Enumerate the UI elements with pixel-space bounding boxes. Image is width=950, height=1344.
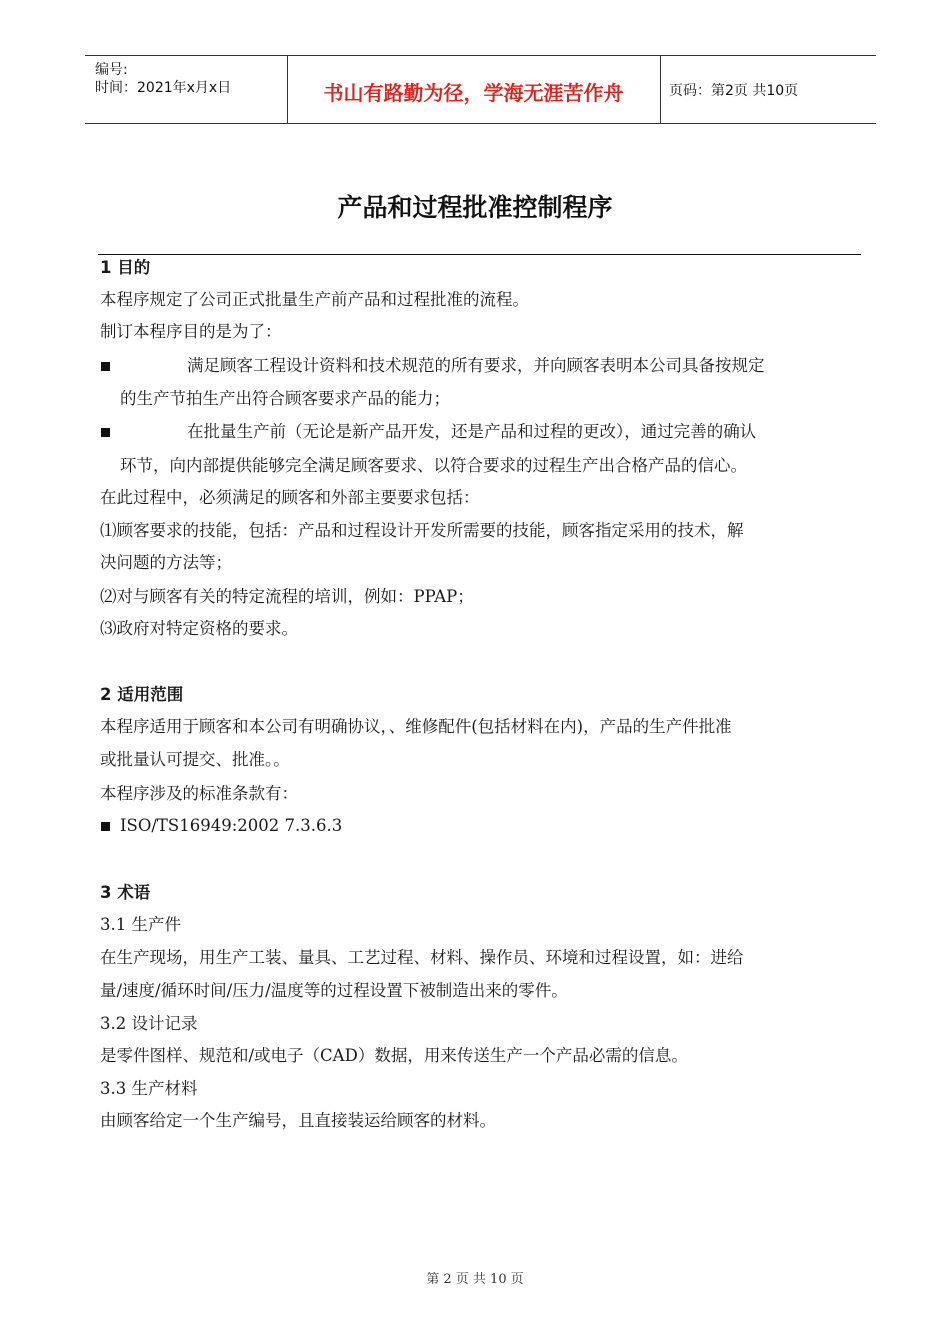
- header-page-info: 页码：第2页 共10页: [669, 83, 799, 99]
- section-1-bullet-text: 的生产节拍生产出符合顾客要求产品的能力；: [120, 389, 450, 408]
- bullet-square-icon: [101, 822, 110, 831]
- standard-clause: ISO/TS16949:2002 7.3.6.3: [120, 816, 343, 835]
- term-definition: 量/速度/循环时间/压力/温度等的过程设置下被制造出来的零件。: [100, 981, 568, 1000]
- section-1-list-item: 决问题的方法等；: [100, 553, 232, 572]
- section-1-list-item: ⑶政府对特定资格的要求。: [100, 619, 298, 638]
- bullet-square-icon: [101, 362, 110, 371]
- section-2-paragraph: 或批量认可提交、批准。。: [100, 750, 290, 769]
- section-1-paragraph: 制订本程序目的是为了：: [100, 322, 282, 341]
- bullet-square-icon: [101, 428, 110, 437]
- term-definition: 在生产现场，用生产工装、量具、工艺过程、材料、操作员、环境和过程设置，如：进给: [100, 948, 744, 967]
- header-motto-cell: [287, 56, 661, 123]
- term-heading: 3.3 生产材料: [100, 1079, 198, 1098]
- section-1-bullet-text: 在批量生产前（无论是新产品开发，还是产品和过程的更改），通过完善的确认: [187, 422, 757, 441]
- document-date: 时间：2021年x月x日: [95, 80, 232, 96]
- section-3-heading: 3 术语: [100, 883, 151, 902]
- term-definition: 由顾客给定一个生产编号，且直接装运给顾客的材料。: [100, 1111, 496, 1130]
- page-header: [85, 55, 876, 124]
- section-1-list-item: ⑵对与顾客有关的特定流程的培训，例如：PPAP；: [100, 587, 474, 606]
- document-title: 产品和过程批准控制程序: [337, 193, 613, 222]
- header-left-cell: [85, 56, 288, 123]
- term-heading: 3.2 设计记录: [100, 1014, 198, 1033]
- term-heading: 3.1 生产件: [100, 915, 181, 934]
- section-2-paragraph: 本程序适用于顾客和本公司有明确协议，、维修配件(包括材料在内)，产品的生产件批准: [100, 717, 732, 736]
- section-2-heading: 2 适用范围: [100, 685, 184, 704]
- section-1-paragraph: 在此过程中，必须满足的顾客和外部主要要求包括：: [100, 488, 480, 507]
- section-1-bullet-text: 满足顾客工程设计资料和技术规范的所有要求，并向顾客表明本公司具备按规定: [187, 356, 765, 375]
- page-footer: 第 2 页 共 10 页: [426, 1272, 524, 1287]
- section-1-paragraph: 本程序规定了公司正式批量生产前产品和过程批准的流程。: [100, 290, 529, 309]
- section-1-heading: 1 目的: [100, 258, 151, 277]
- term-definition: 是零件图样、规范和/或电子（CAD）数据，用来传送生产一个产品必需的信息。: [100, 1046, 688, 1065]
- section-1-list-item: ⑴顾客要求的技能，包括：产品和过程设计开发所需要的技能，顾客指定采用的技术，解: [100, 521, 744, 540]
- section-2-paragraph: 本程序涉及的标准条款有：: [100, 784, 298, 803]
- section-1-bullet-text: 环节，向内部提供能够完全满足顾客要求、以符合要求的过程生产出合格产品的信心。: [120, 456, 747, 475]
- title-rule: [98, 254, 861, 255]
- header-right-cell: [660, 56, 876, 123]
- document-number-label: 编号:: [95, 62, 128, 78]
- header-motto: 书山有路勤为径，学海无涯苦作舟: [323, 81, 624, 105]
